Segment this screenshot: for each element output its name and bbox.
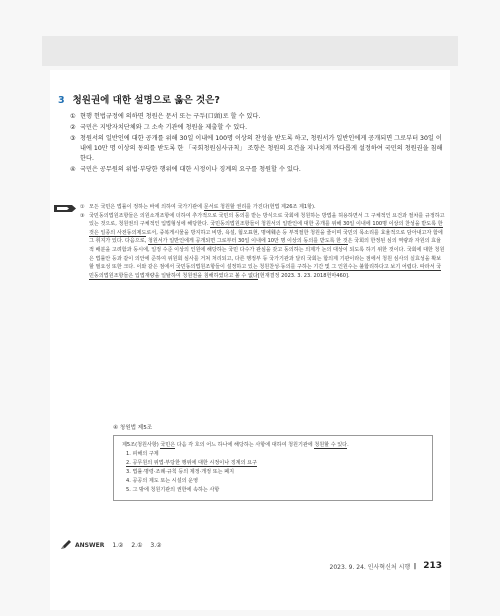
answer-section [60, 540, 168, 550]
page-footer [330, 561, 442, 571]
statute-item: 2. 공무원의 위법·부당한 행위에 대한 시정이나 징계의 요구 [126, 460, 257, 466]
explanation-p1: ① 모든 국민은 법률이 정하는 바에 의하여 국가기관에 문서로 청원할 권리를 가진다(헌법 제26조 제1항). [80, 204, 316, 210]
question-title: 청원권에 대한 설명으로 옳은 것은? [72, 95, 220, 106]
answer-item: 1.② [112, 541, 124, 549]
question-heading [58, 92, 220, 106]
footer-divider: ‖ [413, 562, 417, 570]
option-1 [70, 112, 445, 122]
exam-info: 2023. 9. 24. 인사혁신처 시행 [329, 563, 411, 571]
statute-item: 3. 법률·명령·조례·규칙 등의 제정·개정 또는 폐지 [126, 469, 235, 475]
option-3-text: 청원서의 일반인에 대한 공개를 위해 30일 이내에 100명 이상의 찬성을 받도록 하고, 청원서가 일반인에게 공개되면 그로부터 30일 이내에 10만 명 이상의 동의를 받도록 한 「국회청원심사규칙」 조항은 청원의 요건을 지나치게 까다롭게 설정하여 국민의 청원권을 침해한다. [80, 135, 443, 162]
answer-item: 3.② [150, 541, 162, 549]
question-number: 3 [58, 95, 65, 106]
option-2-text: 국민은 지방자치단체와 그 소속 기관에 청원을 제출할 수 있다. [80, 124, 248, 131]
statute-item: 4. 공공의 제도 또는 시설의 운영 [126, 478, 199, 484]
option-1-mark: ① [70, 113, 76, 120]
option-list [70, 112, 445, 176]
statute-intro: 제5조(청원사항) 국민은 다음 각 호의 어느 하나에 해당하는 사항에 대하여 청원기관에 청원할 수 있다. [122, 442, 349, 448]
scan-frame-top [42, 36, 458, 66]
option-4-mark: ④ [70, 166, 76, 173]
statute-item: 5. 그 밖에 청원기관의 권한에 속하는 사항 [126, 487, 220, 493]
option-1-text: 현행 헌법규정에 의하면 청원은 문서 또는 구두(口頭)로 할 수 있다. [80, 113, 261, 120]
explanation-p4-mark: ④ [113, 425, 119, 431]
option-3 [70, 134, 445, 164]
option-2 [70, 123, 445, 133]
answer-label: ANSWER [75, 541, 105, 549]
statute-box [113, 435, 433, 501]
page-number: 213 [423, 561, 442, 571]
explanation-marker-icon [54, 205, 76, 212]
option-3-mark: ③ [70, 135, 76, 142]
explanation-p4 [113, 423, 152, 431]
explanation-p4-text: 청원법 제5조 [119, 425, 153, 431]
option-2-mark: ② [70, 124, 76, 131]
explanation-p1-mark: ① [80, 204, 85, 210]
pencil-icon [60, 540, 72, 550]
answer-item: 2.① [131, 541, 143, 549]
explanation-p3: ③ 국민동의법원조항들은 의원소개조항에 더하여 추가적으로 국민의 동의를 받는 방식으로 국회에 청원하는 방법을 허용하면서 그 구체적인 요건과 절차를 규정하고 있는 것으로, 청원권의 구체적인 입법형성에 해당한다. 국민동의법원조항들이 청원서의 일반인에 대한 공개를 위해 30일 이내에 100명 이상의 찬성을 받도록 한 것은 일종의 사전동의제도로서, 중복게시물을 방지하고 비방, 욕설, 혐오표현, 명예훼손 등 부적절한 청원을 줄이며 국민의 목소리를 효율적으로 담아내고자 함에 그 취지가 있다. 다음으로, 청원서가 일반인에게 공개되면 그로부터 30일 이내에 10만 명 이상의 동의를 받도록 한 것은 국회의 한정된 심의 역량과 자원의 효율적 배분을 고려함과 동시에, 일정 수준 이상의 인원에 해당하는 국민 다수가 관심을 갖고 동의하는 의제가 논의 대상이 되도록 하기 위한 것이다. 국회에 대한 청원은 법률안 등과 같이 의안에 준하여 위원회 심사를 거쳐 처리되고, 다른 행정부 등 국가기관과 달리 국회는 합의제 기관이라는 점에서 청원 심사의 실효성을 확보할 필요성 또한 크다. 이와 같은 점에서 국민동의법원조항들이 설정하고 있는 청원찬성·동의를 구하는 기간 및 그 인원수는 불합리하다고 보기 어렵다. 따라서 국민동의법원조항들은 입법재량을 일탈하여 청원권을 침해하였다고 볼 수 없다[헌재결정 2023. 3. 23. 2018헌마460]. [80, 212, 445, 279]
statute-item: 1. 피해의 구제 [126, 451, 159, 457]
explanation [80, 203, 445, 280]
option-4-text: 국민은 공무원의 위법·부당한 행위에 대한 시정이나 징계의 요구를 청원할 수 있다. [80, 166, 301, 173]
book-page [50, 70, 450, 610]
option-4 [70, 165, 445, 175]
